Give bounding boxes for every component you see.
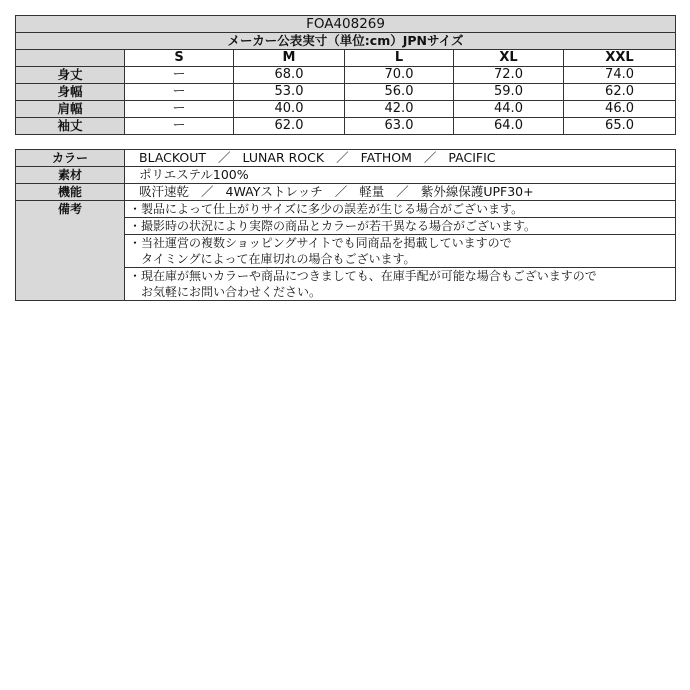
- separator: ／: [336, 150, 349, 165]
- size-row-body-length: [16, 67, 676, 84]
- separator: ／: [396, 184, 409, 199]
- size-header-row: [16, 50, 676, 67]
- size-cell: 68.0: [234, 67, 345, 84]
- note-line: お気軽にお問い合わせください。: [129, 285, 322, 299]
- features-value: [125, 184, 676, 201]
- row-label: 身幅: [16, 84, 125, 101]
- color-item: FATHOM: [360, 150, 412, 165]
- size-cell: 44.0: [454, 101, 564, 118]
- size-table-title-row: [16, 16, 676, 33]
- material-label: 素材: [16, 167, 125, 184]
- spec-row-note-1: [16, 201, 676, 218]
- feature-item: 紫外線保護UPF30+: [420, 184, 534, 199]
- notes-label: 備考: [16, 201, 125, 301]
- size-row-body-width: [16, 84, 676, 101]
- size-cell: 42.0: [345, 101, 454, 118]
- color-label: カラー: [16, 150, 125, 167]
- size-cell: ー: [125, 118, 234, 135]
- note-line: ・当社運営の複数ショッピングサイトでも同商品を掲載していますので: [129, 236, 512, 250]
- material-value: ポリエステル100%: [125, 167, 676, 184]
- note-item: [125, 235, 676, 268]
- size-row-sleeve-length: [16, 118, 676, 135]
- color-item: PACIFIC: [448, 150, 496, 165]
- size-cell: 74.0: [564, 67, 676, 84]
- note-line: ・製品によって仕上がりサイズに多少の誤差が生じる場合がございます。: [129, 202, 524, 216]
- size-header-l: L: [345, 50, 454, 67]
- size-table: [15, 15, 676, 135]
- spec-row-material: [16, 167, 676, 184]
- size-cell: ー: [125, 101, 234, 118]
- size-header-xxl: XXL: [564, 50, 676, 67]
- size-cell: 62.0: [234, 118, 345, 135]
- size-cell: 65.0: [564, 118, 676, 135]
- size-cell: 59.0: [454, 84, 564, 101]
- note-line: ・撮影時の状況により実際の商品とカラーが若干異なる場合がございます。: [129, 219, 537, 233]
- size-table-unit-row: [16, 33, 676, 50]
- row-label: 身丈: [16, 67, 125, 84]
- size-cell: 62.0: [564, 84, 676, 101]
- unit-caption: メーカー公表実寸（単位:cm）JPNサイズ: [16, 33, 676, 50]
- note-item: [125, 218, 676, 235]
- size-cell: 53.0: [234, 84, 345, 101]
- spec-table: [15, 149, 676, 301]
- feature-item: 4WAYストレッチ: [225, 184, 323, 199]
- separator: ／: [218, 150, 231, 165]
- separator: ／: [334, 184, 348, 199]
- product-code: FOA408269: [16, 16, 676, 33]
- size-cell: 46.0: [564, 101, 676, 118]
- size-cell: 72.0: [454, 67, 564, 84]
- size-cell: 56.0: [345, 84, 454, 101]
- size-cell: 70.0: [345, 67, 454, 84]
- color-item: LUNAR ROCK: [242, 150, 325, 165]
- note-line: ・現在庫が無いカラーや商品につきましても、在庫手配が可能な場合もございますので: [129, 269, 597, 283]
- size-header-m: M: [234, 50, 345, 67]
- row-label: 肩幅: [16, 101, 125, 118]
- spec-row-color: [16, 150, 676, 167]
- features-label: 機能: [16, 184, 125, 201]
- feature-item: 吸汗速乾: [139, 184, 190, 199]
- size-header-xl: XL: [454, 50, 564, 67]
- size-cell: 40.0: [234, 101, 345, 118]
- note-line: タイミングによって在庫切れの場合もございます。: [129, 252, 416, 266]
- separator: ／: [423, 150, 437, 165]
- row-label: 袖丈: [16, 118, 125, 135]
- size-header-s: S: [125, 50, 234, 67]
- feature-item: 軽量: [359, 184, 385, 199]
- size-header-blank: [16, 50, 125, 67]
- size-cell: ー: [125, 84, 234, 101]
- size-cell: 63.0: [345, 118, 454, 135]
- color-item: BLACKOUT: [139, 150, 207, 165]
- note-item: [125, 201, 676, 218]
- size-cell: ー: [125, 67, 234, 84]
- note-item: [125, 268, 676, 301]
- separator: ／: [201, 184, 214, 199]
- color-value: [125, 150, 676, 167]
- size-row-shoulder-width: [16, 101, 676, 118]
- spec-row-features: [16, 184, 676, 201]
- size-cell: 64.0: [454, 118, 564, 135]
